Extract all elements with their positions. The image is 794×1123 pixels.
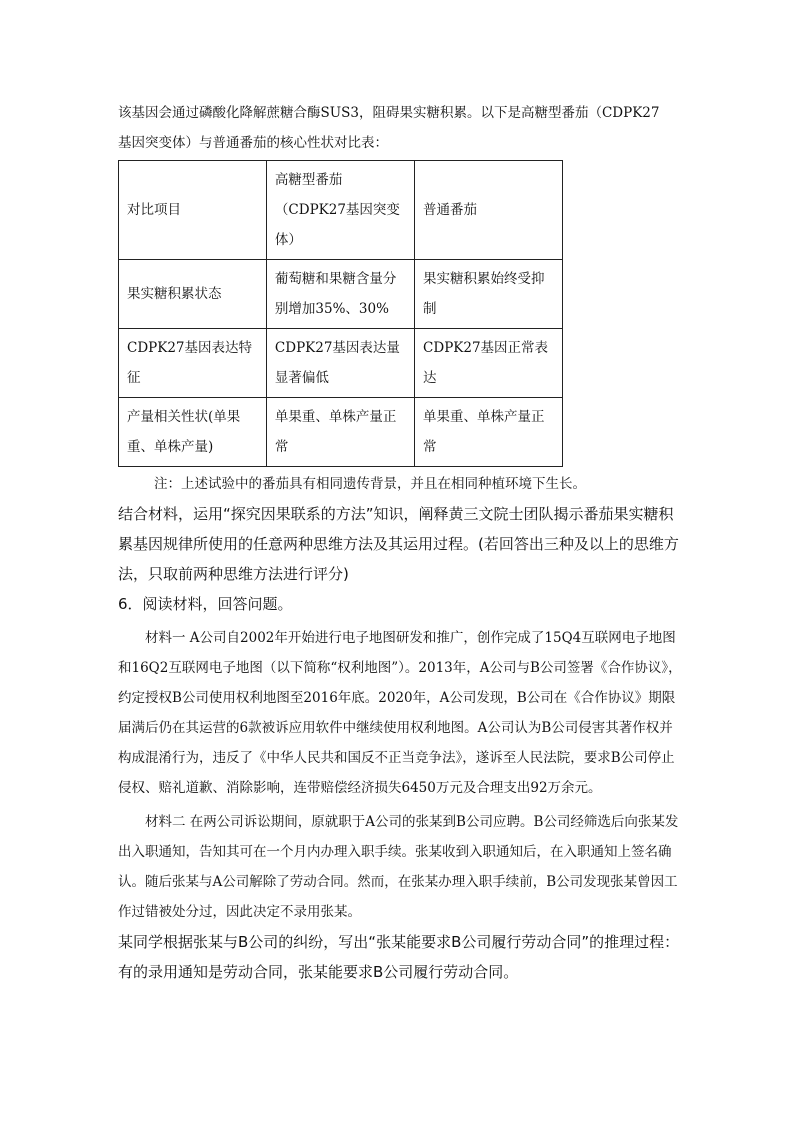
table-cell: CDPK27基因表达特征 <box>119 329 267 398</box>
table-note: 注：上述试验中的番茄具有相同遗传背景，并且在相同种植环境下生长。 <box>154 476 586 492</box>
table-row <box>119 260 563 329</box>
table-cell: 高糖型番茄（CDPK27基因突变体） <box>266 161 414 260</box>
table-cell: CDPK27基因表达量显著偏低 <box>266 329 414 398</box>
table-header-row <box>119 161 563 260</box>
question-6-prompt: 某同学根据张某与B公司的纠纷，写出“张某能要求B公司履行劳动合同”的推理过程：有的录用通知是劳动合同，张某能要求B公司履行劳动合同。 <box>118 933 680 981</box>
table-cell: 产量相关性状(单果重、单株产量) <box>119 398 267 467</box>
table-cell: 单果重、单株产量正常 <box>266 398 414 467</box>
table-cell: 果实糖积累始终受抑制 <box>415 260 563 329</box>
intro-line-2: 基因突变体）与普通番茄的核心性状对比表： <box>118 135 388 151</box>
table-cell: 普通番茄 <box>415 161 563 260</box>
question-6-title: 6．阅读材料，回答问题。 <box>118 595 293 613</box>
table-cell: 单果重、单株产量正常 <box>415 398 563 467</box>
table-cell: 葡萄糖和果糖含量分别增加35%、30% <box>266 260 414 329</box>
intro-line-1: 该基因会通过磷酸化降解蔗糖合酶SUS3，阻碍果实糖积累。以下是高糖型番茄（CDPK27 <box>118 105 660 121</box>
table-row <box>119 398 563 467</box>
table-cell: 果实糖积累状态 <box>119 260 267 329</box>
question-5-prompt: 结合材料，运用“探究因果联系的方法”知识，阐释黄三文院士团队揭示番茄果实糖积累基因规律所使用的任意两种思维方法及其运用过程。(若回答出三种及以上的思维方法，只取前两种思维方法进行评分) <box>118 505 679 583</box>
table-cell: CDPK27基因正常表达 <box>415 329 563 398</box>
table-cell: 对比项目 <box>119 161 267 260</box>
material-1: 材料一 A公司自2002年开始进行电子地图研发和推广，创作完成了15Q4互联网电子地图和16Q2互联网电子地图（以下简称“权利地图”）。2013年，A公司与B公司签署《合作协议》，约定授权B公司使用权利地图至2016年底。2020年，A公司发现，B公司在《合作协议》期限届满后仍在其运营的6款被诉应用软件中继续使用权利地图。A公司认为B公司侵害其著作权并构成混淆行为，违反了《中华人民共和国反不正当竞争法》，遂诉至人民法院，要求B公司停止侵权、赔礼道歉、消除影响，连带赔偿经济损失6450万元及合理支出92万余元。 <box>118 630 682 796</box>
document-page <box>118 98 684 987</box>
material-2: 材料二 在两公司诉讼期间，原就职于A公司的张某到B公司应聘。B公司经筛选后向张某发出入职通知，告知其可在一个月内办理入职手续。张某收到入职通知后，在入职通知上签名确认。随后张某与A公司解除了劳动合同。然而，在张某办理入职手续前，B公司发现张某曾因工作过错被处分过，因此决定不录用张某。 <box>118 814 679 920</box>
table-row <box>119 329 563 398</box>
comparison-table <box>118 160 563 467</box>
